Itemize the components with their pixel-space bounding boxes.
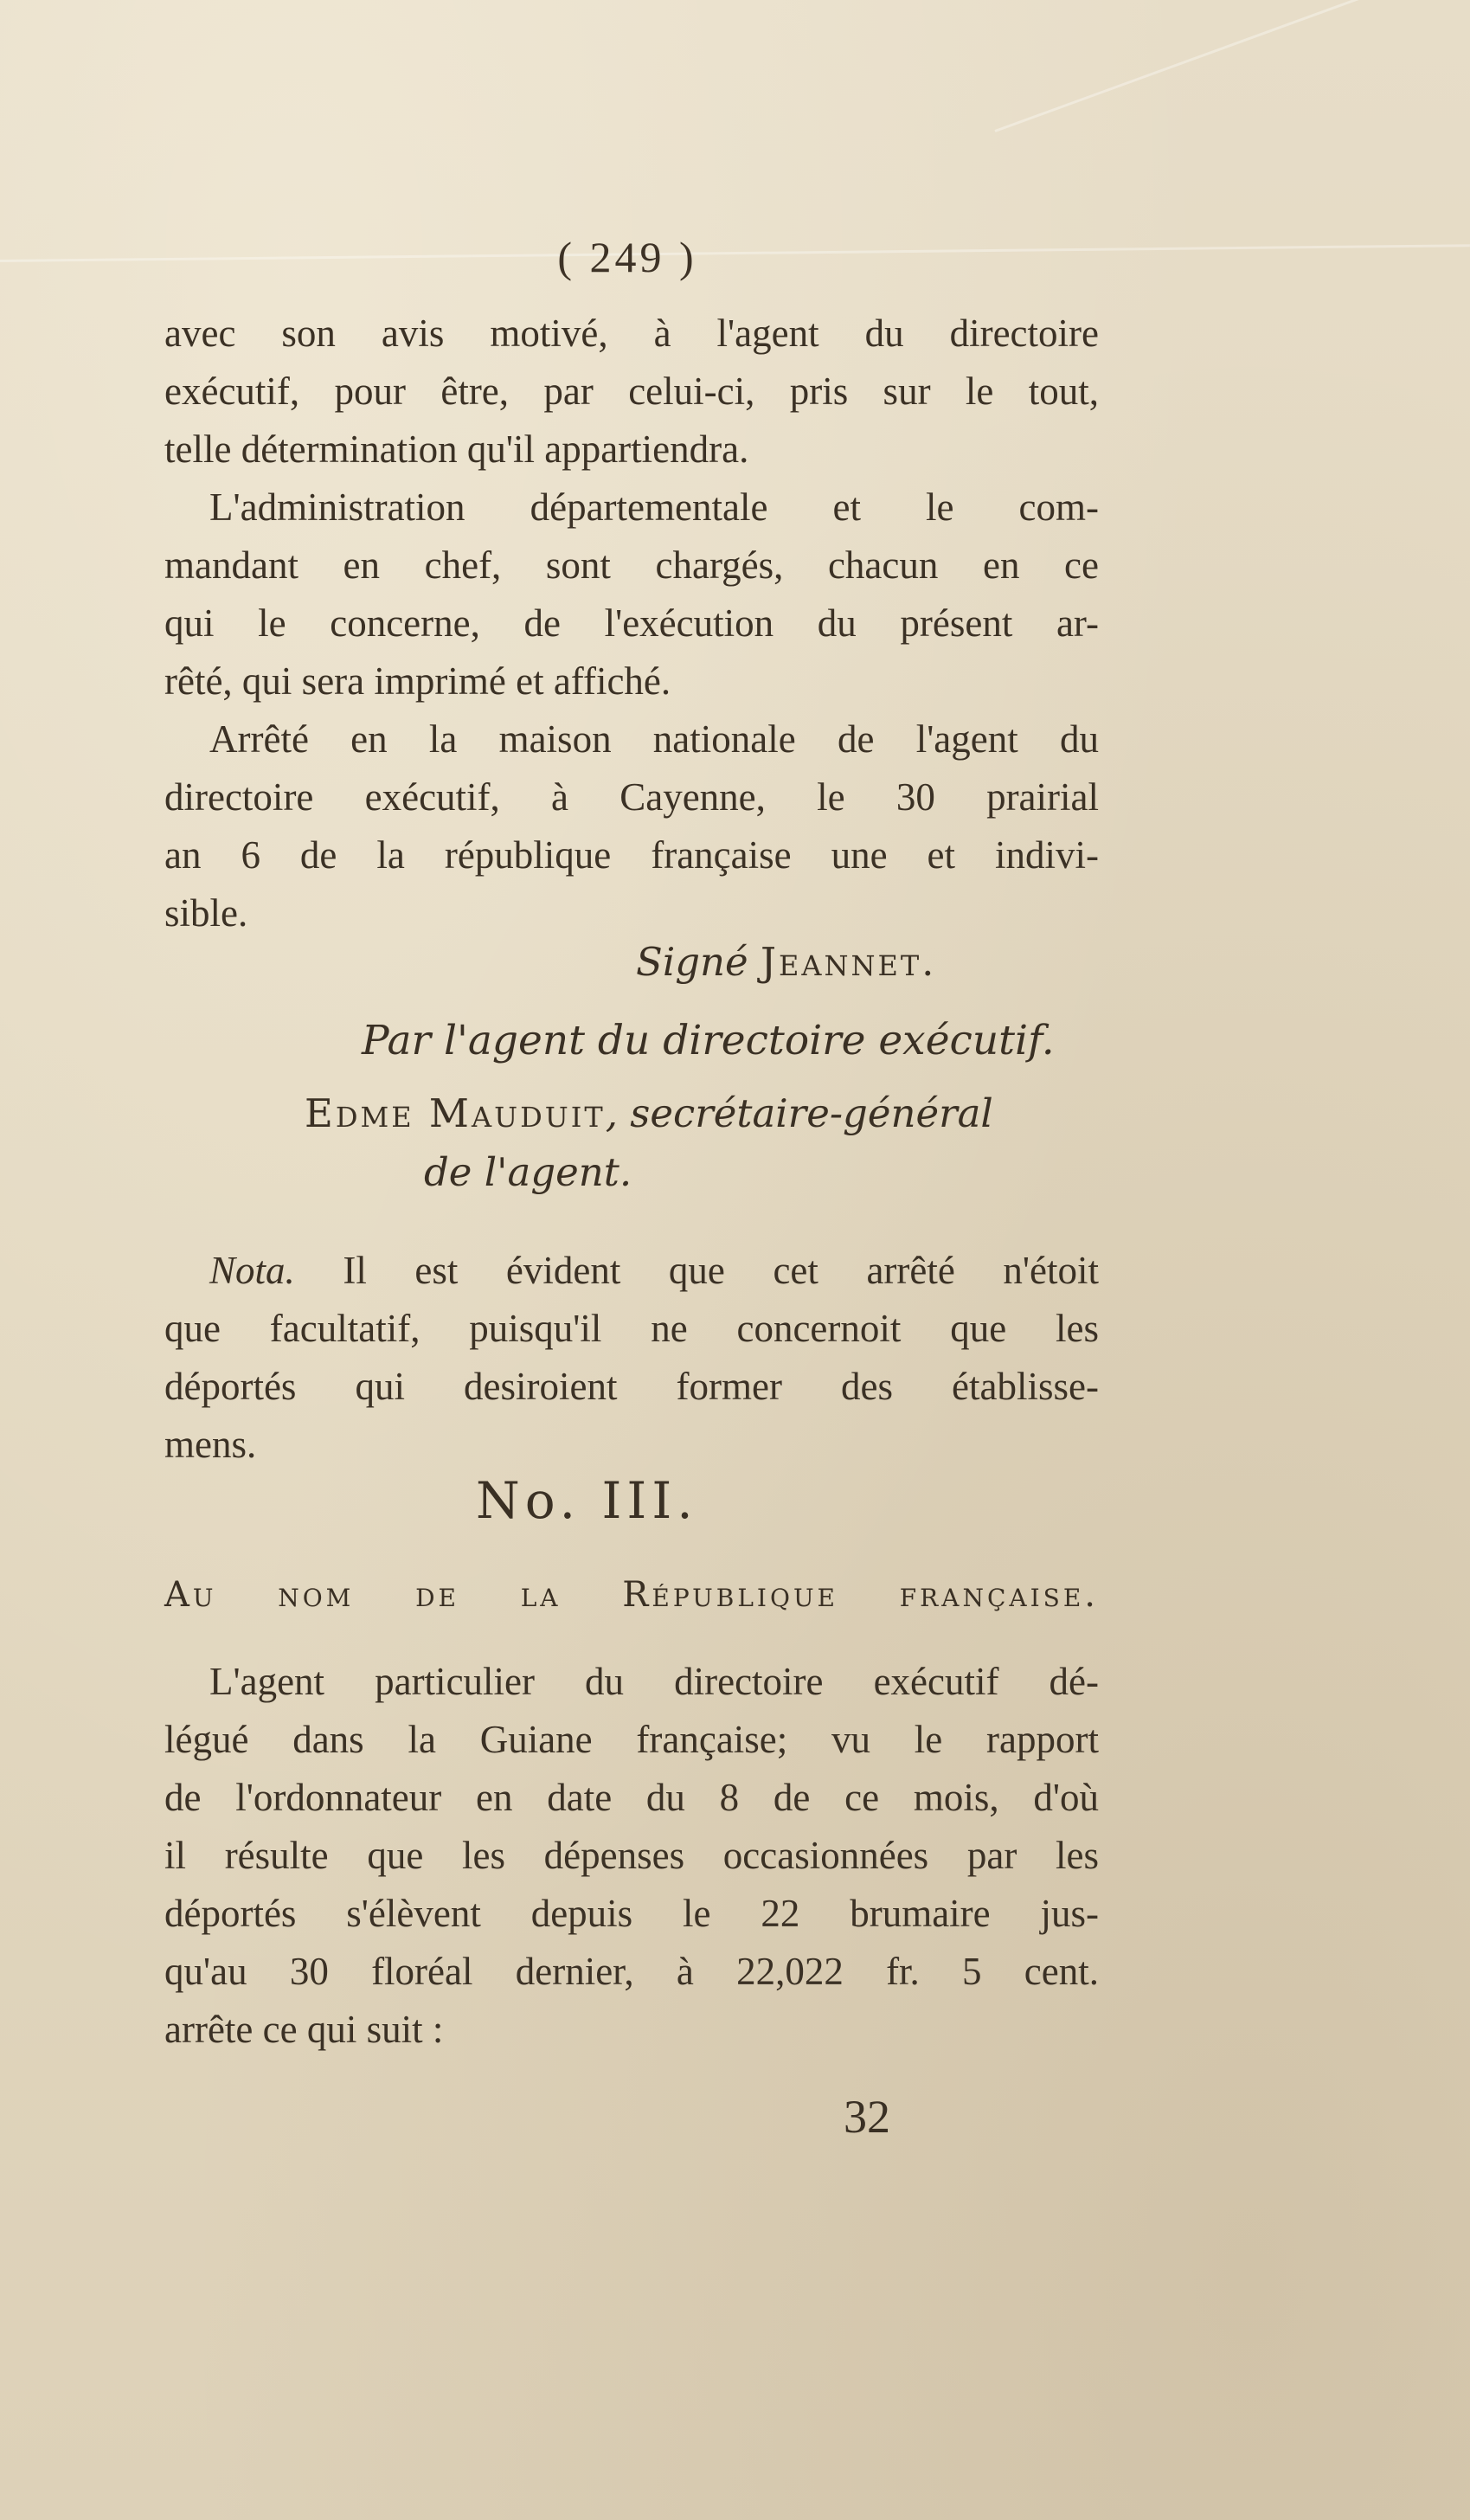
text-line: de l'ordonnateur en date du 8 de ce mois, d'où	[164, 1776, 1099, 1819]
nota-paragraph	[164, 1242, 1099, 1474]
secretary-name: Edme Mauduit	[305, 1090, 606, 1136]
text-line: mandant en chef, sont chargés, chacun en ce	[164, 543, 1099, 587]
printer-signature-mark: 32	[844, 2091, 890, 2143]
text-line: telle détermination qu'il appartiendra.	[164, 428, 749, 471]
paper-crease	[994, 0, 1402, 132]
signe-label: Signé	[636, 939, 748, 985]
text-line: an 6 de la république française une et indivi-	[164, 833, 1099, 877]
page-number: ( 249 )	[557, 233, 697, 281]
decree-paragraph	[164, 1653, 1099, 2059]
text-line: directoire exécutif, à Cayenne, le 30 prairial	[164, 775, 1099, 819]
text-line: arrête ce qui suit :	[164, 2008, 444, 2051]
section-number: No. III.	[476, 1471, 698, 1530]
secretary-title-continued: de l'agent.	[424, 1149, 632, 1195]
text-line: il résulte que les dépenses occasionnées par les	[164, 1834, 1099, 1877]
paragraph-continuation	[164, 305, 1099, 942]
text-line: L'administration départementale et le com-	[209, 485, 1099, 529]
text-line: que facultatif, puisqu'il ne concernoit que les	[164, 1307, 1099, 1350]
text-line: sible.	[164, 891, 248, 935]
text-line: Arrêté en la maison nationale de l'agent du	[209, 717, 1099, 761]
secretary-line	[305, 1090, 993, 1136]
text-line: exécutif, pour être, par celui-ci, pris sur le tout,	[164, 370, 1099, 413]
text-line: avec son avis motivé, à l'agent du directoire	[164, 312, 1099, 355]
secretary-title: , secrétaire-général	[605, 1090, 993, 1136]
text-line: qu'au 30 floréal dernier, à 22,022 fr. 5 cent.	[164, 1950, 1099, 1993]
signer-name: Jeannet.	[760, 939, 937, 985]
text-line: déportés s'élèvent depuis le 22 brumaire jus-	[164, 1892, 1099, 1935]
text-line: rêté, qui sera imprimé et affiché.	[164, 659, 671, 703]
signature-line	[636, 939, 936, 985]
text-line: mens.	[164, 1423, 257, 1466]
text-line: légué dans la Guiane française; vu le rapport	[164, 1718, 1099, 1761]
text-line: L'agent particulier du directoire exécutif dé-	[209, 1660, 1099, 1703]
par-agent-line: Par l'agent du directoire exécutif.	[362, 1017, 1055, 1064]
nota-label: Nota.	[209, 1249, 295, 1292]
text-line: qui le concerne, de l'exécution du présent ar-	[164, 601, 1099, 645]
section-heading: Au nom de la République française.	[164, 1575, 1099, 1615]
text-line: Nota. Il est évident que cet arrêté n'étoit	[209, 1249, 1099, 1292]
text-line: déportés qui desiroient former des établisse-	[164, 1365, 1099, 1408]
